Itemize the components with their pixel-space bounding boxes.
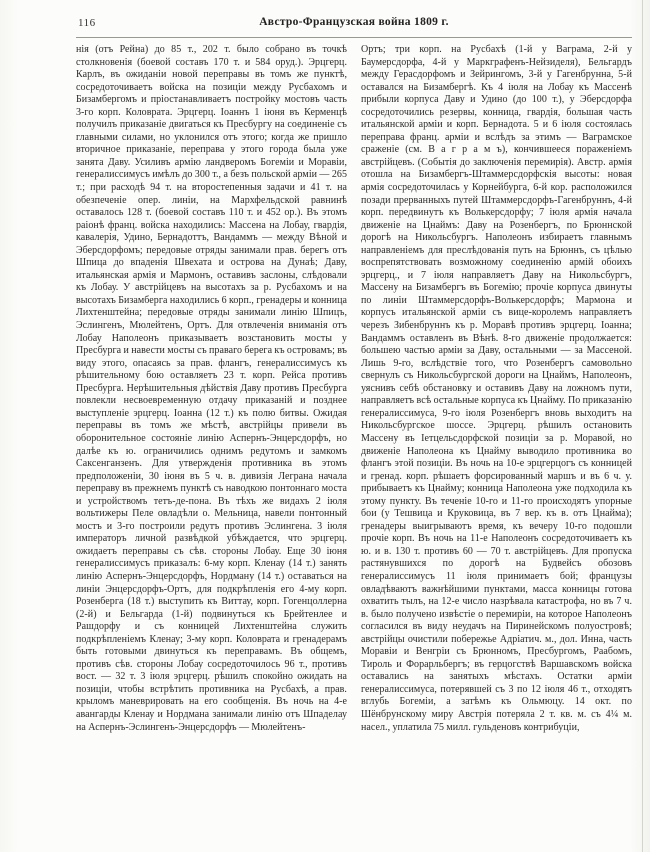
header-rule: [76, 37, 632, 38]
text-column-left: нія (отъ Рейна) до 85 т., 202 т. было собрано въ точкѣ столкновенія (боевой составъ 170 т. и 584 оруд.). Эрцгерц. Карлъ, въ ожиданіи новой переправы въ томъ же пунктѣ, сосредоточиваетъ войска на позиціи между Русбахомъ и Бизамбергомъ и пріостанавливаетъ постройку мостовъ часть 3-го корп. Коловрата. Эрцгерц. Іоаннъ 1 іюня въ Керменцѣ получилъ приказаніе двигаться къ Пресбургу на соединеніе съ главными силами, но уклонился отъ этого; когда же пришло вторичное приказаніе, переправа у этого города была уже занята Даву. Усиливъ армію ландверомъ Богеміи и Моравіи, генералиссимусъ имѣлъ до 300 т., а безъ польской арміи — 265 т.; при расходѣ 94 т. на второстепенныя задачи и 41 т. на обезпеченіе опер. линіи, на Мархфельдской равнинѣ оставалось 128 т. (боевой составъ 110 т. и 452 ор.). Въ этомъ раіонѣ франц. войска находились: Массена на Лобау, гвардія, кавалерія, Удино, Бернадоттъ, Вандаммъ — между Вѣной и Эберсдорфомъ; передовые отряды занимали прав. берегъ отъ Шпица до впаденія Швехата и острова на Дунаѣ; Даву, итальянская армія и Мармонъ, оставивъ заслоны, слѣдовали къ Лобау. У австрійцевъ на высотахъ за р. Русбахомъ и на высотахъ Бизамберга находились 6 корп., гренадеры и конница Лихтенштейна; передовые отряды занимали линію Шпицъ, Эслингенъ, Мюлейтенъ, Ортъ. Для отвлеченія вниманія отъ Лобау Наполеонъ приказываетъ возстановить мосты у Пресбурга и навести мосты съ праваго берега къ островамъ; въ виду этого, опасаясь за прав. флангъ, генералиссимусъ къ рѣшительному бою оставляетъ 23 т. корп. Рейса противъ Пресбурга. Нерѣшительныя дѣйствія Даву противъ Пресбурга повлекли несвоевременную отдачу приказаній и позднее выступленіе эрцгерц. Іоанна (12 т.) къ полю битвы. Ожидая переправы въ томъ же мѣстѣ, австрійцы привели въ оборонительное состояніе линію Аспернъ-Энцерсдорфъ, но далѣе къ ю. ограничились однимъ редутомъ и замкомъ Саксенганзенъ. Для утвержденія противника въ этомъ предположеніи, 30 іюня въ 5 ч. в. дивизія Леграна начала переправу въ прежнемъ пунктѣ съ наводкою понтоннаго моста и устройствомъ тетъ-де-пона. Въ тѣхъ же видахъ 2 іюля вольтижеры Пеле овладѣли о. Мельница, навели понтонный мостъ и 3-го построили редутъ противъ Эслингена. 3 іюля императоръ личной развѣдкой убѣждается, что эрцгерц. ожидаетъ переправы съ сѣв. стороны Лобау. Еще 30 іюня генералиссимусъ приказалъ: 6-му корп. Кленау (14 т.) занять линію Аспернъ-Энцерсдорфъ, Нордману (14 т.) оставаться на линіи Энцерсдорфъ-Ортъ, для подкрѣпленія его 4-му корп. Розенберга (18 т.) выступить къ Виттау, корп. Гогенцоллерна (2-й) и Бельгарда (1-й) подвинуться къ Брейтенлее и Рашдорфу и съ конницей Лихтенштейна служить подкрѣпленіемъ Кленау; 3-му корп. Коловрата и гренадерамъ быть готовыми двинуться къ переправамъ. Въ общемъ, противъ сѣв. стороны Лобау сосредоточилось 96 т., противъ вост. — 32 т. 3 іюля эрцгерц. рѣшилъ спокойно ожидать на позиціи, чтобы встрѣтить противника на Русбахѣ, а прав. крыломъ маневрировать на его сообщенія. Въ ночь на 4-е авангарды Кленау и Нордмана занимали линію отъ Шпаделау на Аспернъ-Эслингенъ-Энцерсдорфъ — Мюлейтенъ-: [76, 44, 347, 733]
page-title: Австро-Французская война 1809 г.: [259, 16, 449, 28]
running-head: [76, 16, 632, 34]
text-columns: [76, 44, 632, 842]
page-content: [76, 16, 632, 842]
scan-edge-artifact: [642, 0, 643, 852]
text-column-right: Ортъ; три корп. на Русбахѣ (1-й у Ваграма, 2-й у Баумерсдорфа, 4-й у Маркграфенъ-Нейзиделя), Бельгардъ между Герасдорфомъ и Зейрингомъ, 3-й у Гагенбрунна, 5-й оставался на Бизамбергѣ. Къ 4 іюля на Лобау къ Массенѣ прибыли корпуса Даву и Удино (до 100 т.), у Эберсдорфа сосредоточились резервы, конница, гвардія, большая часть итальянской арміи и корп. Бернадота. 5 и 6 іюля состоялась переправа франц. арміи и вслѣдъ за этимъ — Ваграмское сраженіе (см. В а г р а м ъ), кончившееся пораженіемъ австрійцевъ. (Событія до заключенія перемирія). Австр. армія отошла на Бизамбергъ-Штаммерсдорфскія высоты: новая армія сосредоточилась у Корнейбурга, 6-й кор. расположился позади прерванныхъ путей Штаммерсдорфъ-Гагенбруннъ, 4-й корп. передвинутъ къ Волькерсдорфу; 7 іюля армія начала движеніе на Цнаймъ: Даву на Розенбергъ, по Брюннской дорогѣ на Никольсбургъ. Наполеонъ избираетъ главнымъ направленіемъ для преслѣдованія путь на Брюннъ, съ цѣлью воспрепятствовать возможному соединенію армій обоихъ эрцгерц., и 7 іюля направляетъ Даву на Никольсбургъ, Массену на Бизамбергъ въ Богемію; прочіе корпуса двинуты по линіи Штаммерсдорфъ-Волькерсдорфъ; Мармона и корпусъ итальянской арміи съ вице-королемъ направляетъ черезъ Зибенбруннъ къ р. Моравѣ противъ эрцгерц. Іоанна; Вандаммъ оставленъ въ Вѣнѣ. 8-го движеніе продолжается: большею частью арміи за Даву, остальными — за Массеной. Лишь 9-го, вслѣдствіе того, что Розенбергъ самовольно свернулъ съ Никольсбургской дороги на Цнаймъ, Наполеонъ, уяснивъ себѣ обстановку и оставивъ Даву на ложномъ пути, направляетъ всѣ остальные корпуса къ Цнайму. По приказанію генералиссимуса, 9-го іюля Розенбергъ вновь выходитъ на Никольсбургское шоссе. Эрцгерц. рѣшилъ остановить Массену въ Іетцельсдорфской позиціи за р. Моравой, но движеніе Наполеона къ Цнайму выводило противника во флангъ этой позиціи. Въ ночь на 10-е эрцгерцогъ съ конницей и гренад. корп. рѣшаетъ форсированный маршъ и въ 6 ч. у. прибываетъ къ Цнайму; конница Наполеона уже подходила къ этому пункту. Въ теченіе 10-го и 11-го происходятъ упорные бои (у Тешвица и Круковица, въ 7 вер. къ в. отъ Цнайма); гренадеры выигрываютъ время, къ вечеру 10-го подошли прочіе корп. Въ ночь на 11-е Наполеонъ сосредоточиваетъ къ ю. и в. 130 т. противъ 60 — 70 т. австрійцевъ. Для пропуска растянувшихся по дорогѣ на Будвейсъ обозовъ генералиссимусъ 11 іюля принимаетъ бой; французы овладѣваютъ важнѣйшими пунктами, масса конницы готова охватить тылъ, на 12-е число назрѣвала катастрофа, но въ 7 ч. в. было получено извѣстіе о перемиріи, на которое Наполеонъ согласился въ виду неудачъ на Пиринейскомъ полуостровѣ; австрійцы очистили побережье Адріатич. м., дол. Инна, часть Моравіи и Венгріи съ Брюнномъ, Пресбургомъ, Раабомъ, Тироль и Форарльбергъ; въ герцогствѣ Варшавскомъ войска оставались на занятыхъ мѣстахъ. Остатки арміи генералиссимуса, потерявшей съ 3 по 12 іюля 46 т., отходятъ вглубь Богеміи, а затѣмъ къ Ольмюцу. 14 окт. по Шёнбрунскому миру Австрія потеряла 2 т. кв. м. съ 4¼ м. насел., уплатила 75 милл. гульденовъ контрибуціи,: [361, 44, 632, 733]
page-number: 116: [78, 17, 96, 29]
